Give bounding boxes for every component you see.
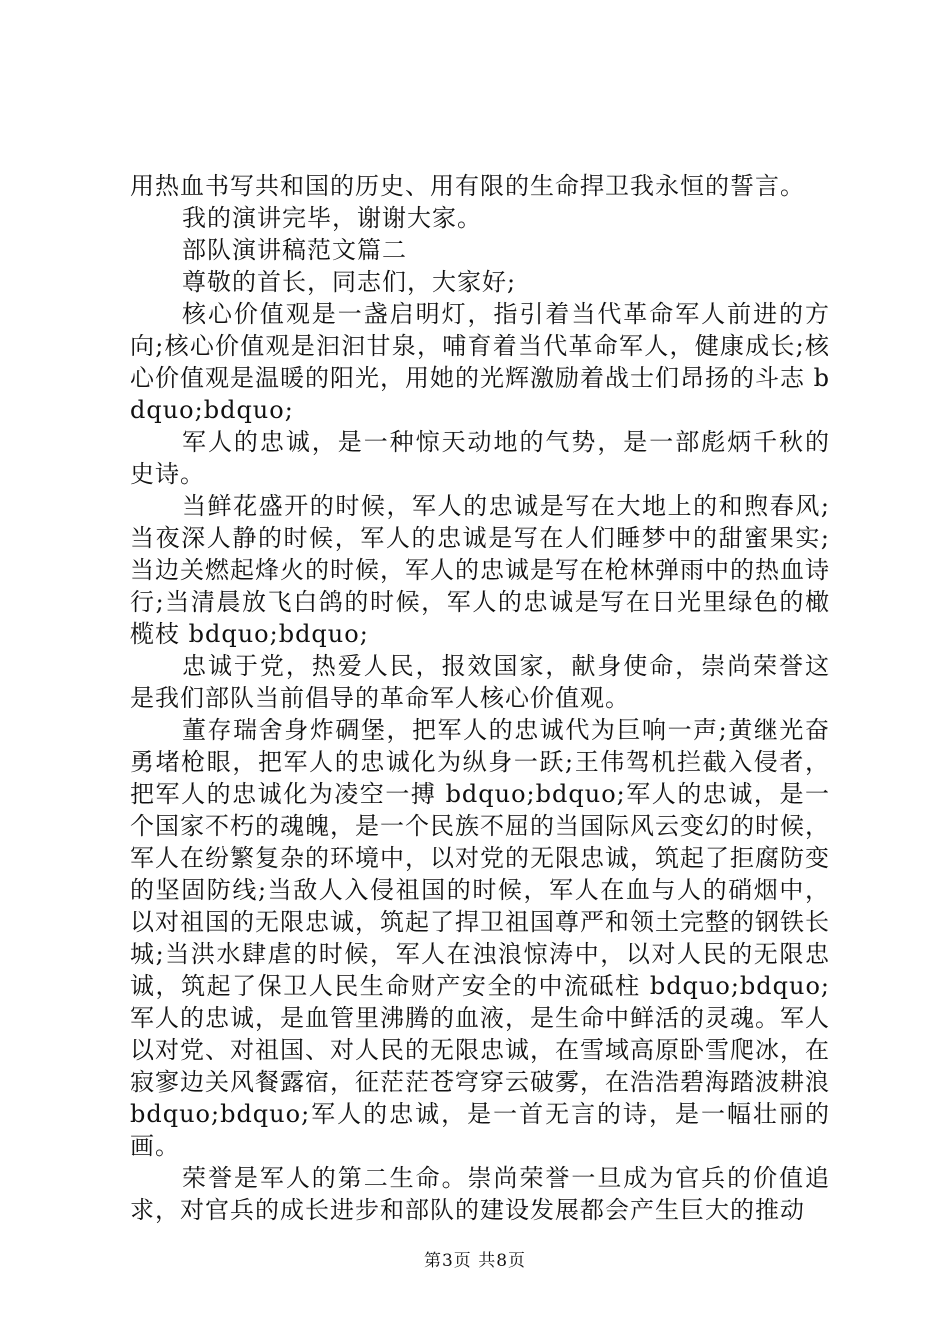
paragraph-heroes: 董存瑞舍身炸碉堡，把军人的忠诚代为巨响一声;黄继光奋勇堵枪眼，把军人的忠诚化为纵身一跃;王伟驾机拦截入侵者，把军人的忠诚化为凌空一搏 bdquo;bdquo;军人的忠诚，是一个国家不朽的魂魄，是一个民族不屈的当国际风云变幻的时候，军人在纷繁复杂的环境中，以对党的无限忠诚，筑起了拒腐防变的坚固防线;当敌人入侵祖国的时候，军人在血与人的硝烟中，以对祖国的无限忠诚，筑起了捍卫祖国尊严和领土完整的钢铁长城;当洪水肆虐的时候，军人在浊浪惊涛中，以对人民的无限忠诚，筑起了保卫人民生命财产安全的中流砥柱 bdquo;bdquo;军人的忠诚，是血管里沸腾的血液，是生命中鲜活的灵魂。军人以对党、对祖国、对人民的无限忠诚，在雪域高原卧雪爬冰，在寂寥边关风餐露宿，征茫茫苍穹穿云破雾，在浩浩碧海踏波耕浪 bdquo;bdquo;军人的忠诚，是一首无言的诗，是一幅壮丽的画。 xyxy=(130,716,830,1160)
paragraph-flowers: 当鲜花盛开的时候，军人的忠诚是写在大地上的和煦春风;当夜深人静的时候，军人的忠诚是写在人们睡梦中的甜蜜果实;当边关燃起烽火的时候，军人的忠诚是写在枪林弹雨中的热血诗行;当清晨放飞白鸽的时候，军人的忠诚是写在日光里绿色的橄榄枝 bdquo;bdquo; xyxy=(130,492,830,648)
paragraph-values-statement: 忠诚于党，热爱人民，报效国家，献身使命，崇尚荣誉这是我们部队当前倡导的革命军人核心价值观。 xyxy=(130,652,830,712)
paragraph-core-values: 核心价值观是一盏启明灯，指引着当代革命军人前进的方向;核心价值观是汩汩甘泉，哺育着当代革命军人，健康成长;核心价值观是温暖的阳光，用她的光辉激励着战士们昂扬的斗志 bdquo;bdquo; xyxy=(130,300,830,424)
document-body xyxy=(130,170,830,1226)
paragraph-2: 我的演讲完毕，谢谢大家。 xyxy=(182,204,482,232)
section-heading: 部队演讲稿范文篇二 xyxy=(182,236,407,264)
page-footer: 第3页 共8页 xyxy=(423,1251,527,1271)
paragraph-loyalty: 军人的忠诚，是一种惊天动地的气势，是一部彪炳千秋的史诗。 xyxy=(130,428,830,488)
paragraph-1: 用热血书写共和国的历史、用有限的生命捍卫我永恒的誓言。 xyxy=(130,172,805,200)
paragraph-honor: 荣誉是军人的第二生命。崇尚荣誉一旦成为官兵的价值追求，对官兵的成长进步和部队的建设发展都会产生巨大的推动 xyxy=(130,1164,830,1224)
paragraph-greeting: 尊敬的首长，同志们，大家好; xyxy=(182,268,517,296)
